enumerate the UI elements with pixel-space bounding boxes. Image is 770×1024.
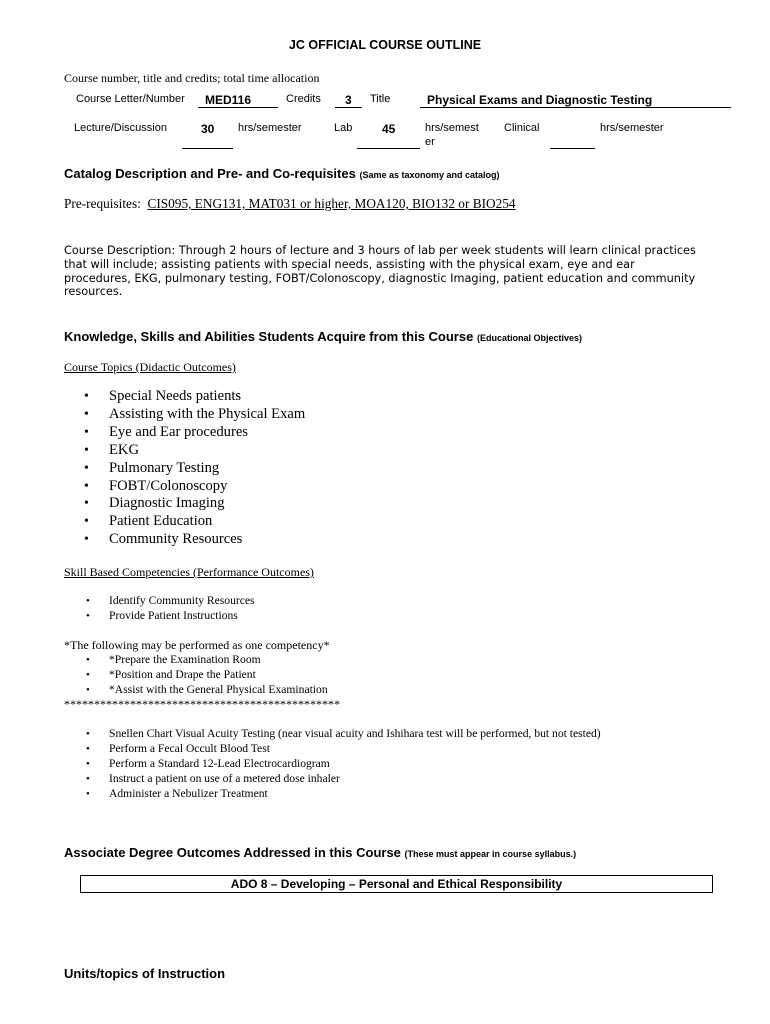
catalog-heading — [64, 166, 500, 181]
credits-label: Credits — [286, 93, 321, 105]
topics-list — [64, 388, 305, 549]
combined-list — [64, 653, 328, 698]
list-item: • Special Needs patients — [64, 388, 305, 406]
ado-heading — [64, 845, 576, 860]
course-title-underline — [420, 107, 731, 108]
ksa-heading-text: Knowledge, Skills and Abilities Students Acquire from this Course — [64, 329, 474, 344]
list-item: • Identify Community Resources — [64, 594, 255, 609]
ado-heading-note: (These must appear in course syllabus.) — [404, 849, 577, 859]
list-item: • Patient Education — [64, 513, 305, 531]
list-item: • Community Resources — [64, 531, 305, 549]
course-description: Course Description: Through 2 hours of lecture and 3 hours of lab per week students will learn clinical practices that will include; assisting patients with special needs, assisting with the physical exam, eye and ear procedures, EKG, pulmonary testing, FOBT/Colonoscopy, diagnostic Imaging, patient education and community resources. — [64, 244, 696, 299]
course-title-value: Physical Exams and Diagnostic Testing — [427, 93, 653, 107]
skills-heading: Skill Based Competencies (Performance Outcomes) — [64, 565, 314, 579]
title-label: Title — [370, 93, 391, 105]
topics-heading: Course Topics (Didactic Outcomes) — [64, 360, 236, 374]
intro-text: Course number, title and credits; total time allocation — [64, 71, 320, 85]
units-heading: Units/topics of Instruction — [64, 966, 226, 981]
lecture-hours-value: 30 — [201, 122, 215, 136]
lab-unit-line1: hrs/semest — [425, 122, 479, 134]
list-item: • Diagnostic Imaging — [64, 495, 305, 513]
ksa-heading — [64, 329, 582, 344]
course-letter-number-label: Course Letter/Number — [76, 93, 185, 105]
catalog-heading-text: Catalog Description and Pre- and Co-requisites — [64, 166, 356, 181]
lecture-unit: hrs/semester — [238, 122, 302, 134]
course-number-value: MED116 — [205, 93, 252, 107]
list-item: • Perform a Fecal Occult Blood Test — [64, 742, 601, 757]
credits-value: 3 — [345, 93, 352, 107]
list-item: • Provide Patient Instructions — [64, 609, 255, 624]
ado-heading-text: Associate Degree Outcomes Addressed in this Course — [64, 845, 401, 860]
lecture-underline — [182, 148, 233, 149]
list-item: • *Prepare the Examination Room — [64, 653, 328, 668]
lab-label: Lab — [334, 122, 353, 134]
lecture-label: Lecture/Discussion — [74, 122, 167, 134]
lab-underline — [357, 148, 420, 149]
list-item: • EKG — [64, 442, 305, 460]
lab-unit-line2: er — [425, 136, 435, 148]
list-item: • Administer a Nebulizer Treatment — [64, 787, 601, 802]
credits-underline — [335, 107, 362, 108]
ksa-heading-note: (Educational Objectives) — [476, 333, 582, 343]
more-skills-list — [64, 727, 601, 802]
list-item: • Assisting with the Physical Exam — [64, 406, 305, 424]
clinical-label: Clinical — [504, 122, 540, 134]
prerequisites — [64, 196, 516, 212]
list-item: • Instruct a patient on use of a metered dose inhaler — [64, 772, 601, 787]
ado-box: ADO 8 – Developing – Personal and Ethical Responsibility — [80, 875, 713, 893]
list-item: • FOBT/Colonoscopy — [64, 478, 305, 496]
asterisk-separator: ********************************************** — [64, 697, 340, 711]
catalog-heading-note: (Same as taxonomy and catalog) — [359, 170, 500, 180]
list-item: • *Assist with the General Physical Examination — [64, 683, 328, 698]
lab-hours-value: 45 — [382, 122, 396, 136]
prereq-value: CIS095, ENG131, MAT031 or higher, MOA120, BIO132 or BIO254 — [147, 196, 516, 211]
course-number-underline — [198, 107, 278, 108]
list-item: • *Position and Drape the Patient — [64, 668, 328, 683]
list-item: • Snellen Chart Visual Acuity Testing (near visual acuity and Ishihara test will be performed, but not tested) — [64, 727, 601, 742]
list-item: • Eye and Ear procedures — [64, 424, 305, 442]
list-item: • Pulmonary Testing — [64, 460, 305, 478]
clinical-unit: hrs/semester — [600, 122, 664, 134]
list-item: • Perform a Standard 12-Lead Electrocardiogram — [64, 757, 601, 772]
skills-list — [64, 594, 255, 624]
prereq-label: Pre-requisites: — [64, 196, 141, 211]
clinical-underline — [550, 148, 595, 149]
page-title: JC OFFICIAL COURSE OUTLINE — [288, 38, 482, 52]
combined-competency-note: *The following may be performed as one competency* — [64, 638, 330, 652]
